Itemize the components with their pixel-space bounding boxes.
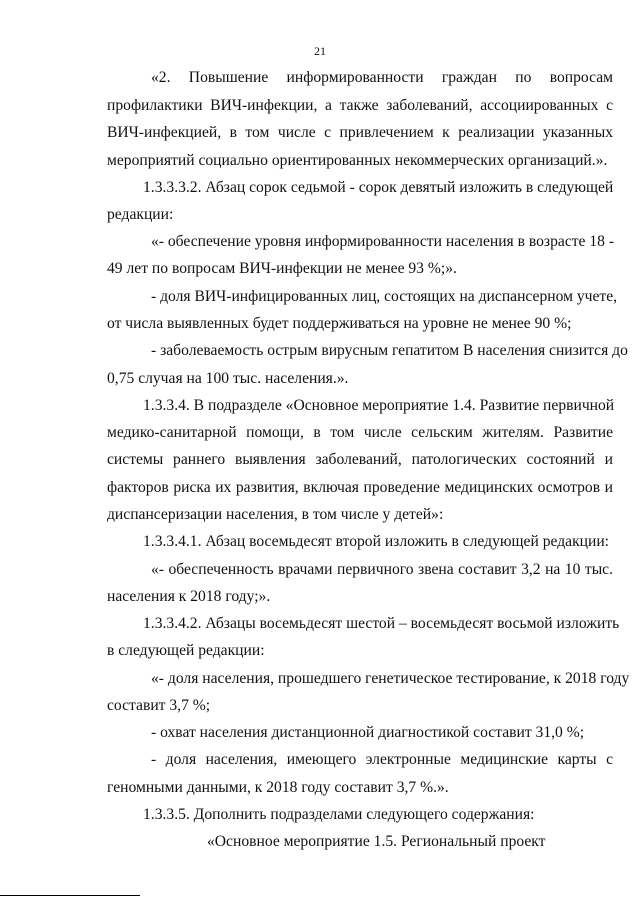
text-line: 1.3.3.3.2. Абзац сорок седьмой - сорок девятый изложить в следующей <box>143 179 614 196</box>
text-line: от числа выявленных будет поддерживаться на уровне не менее 90 %; <box>107 315 572 332</box>
text-line: ВИЧ-инфекцией, в том числе с привлечением к реализации указанных <box>107 124 613 141</box>
text-line: 1.3.3.4.2. Абзацы восемьдесят шестой – восемьдесят восьмой изложить <box>143 615 620 632</box>
text-line: «2. Повышение информированности граждан по вопросам <box>151 69 613 86</box>
text-line: профилактики ВИЧ-инфекции, а также заболеваний, ассоциированных с <box>107 97 613 114</box>
text-line: - доля населения, имеющего электронные медицинские карты с <box>151 751 613 768</box>
text-line: редакции: <box>107 206 174 223</box>
footer-rule <box>0 895 140 896</box>
text-line: диспансеризации населения, в том числе у детей»: <box>107 506 444 523</box>
text-line: 0,75 случая на 100 тыс. населения.». <box>107 370 349 387</box>
text-line: мероприятий социально ориентированных некоммерческих организаций.». <box>107 152 608 169</box>
text-line: - охват населения дистанционной диагностикой составит 31,0 %; <box>151 724 585 741</box>
text-line: 1.3.3.4. В подразделе «Основное мероприятие 1.4. Развитие первичной <box>143 397 615 414</box>
text-line: 1.3.3.5. Дополнить подразделами следующего содержания: <box>143 806 535 823</box>
text-line: факторов риска их развития, включая проведение медицинских осмотров и <box>107 479 613 496</box>
text-line: 1.3.3.4.1. Абзац восемьдесят второй изложить в следующей редакции: <box>143 533 610 550</box>
text-line: - доля ВИЧ-инфицированных лиц, состоящих на диспансерном учете, <box>151 288 618 305</box>
page-number: 21 <box>314 44 326 58</box>
text-line: геномными данными, к 2018 году составит 3,7 %.». <box>107 779 449 796</box>
text-line: «Основное мероприятие 1.5. Региональный проект <box>207 833 546 850</box>
text-line: «- обеспеченность врачами первичного звена составит 3,2 на 10 тыс. <box>151 561 613 578</box>
text-line: системы раннего выявления заболеваний, патологических состояний и <box>107 451 613 468</box>
text-line: медико-санитарной помощи, в том числе сельским жителям. Развитие <box>107 424 613 441</box>
text-line: составит 3,7 %; <box>107 697 211 714</box>
text-line: 49 лет по вопросам ВИЧ-инфекции не менее 93 %;». <box>107 260 457 277</box>
text-line: - заболеваемость острым вирусным гепатитом В населения снизится до <box>151 342 628 359</box>
text-line: «- доля населения, прошедшего генетическое тестирование, к 2018 году <box>151 670 630 687</box>
text-line: в следующей редакции: <box>107 642 265 659</box>
text-line: населения к 2018 году;». <box>107 588 271 605</box>
text-line: «- обеспечение уровня информированности населения в возрасте 18 - <box>151 233 615 250</box>
